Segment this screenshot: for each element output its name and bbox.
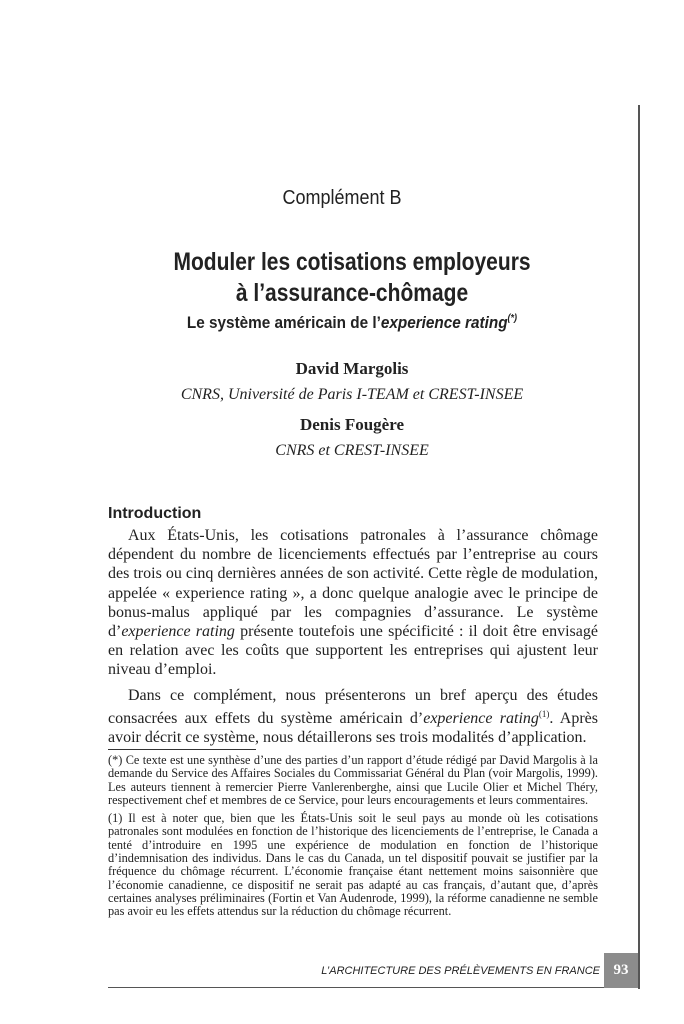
page-title — [107, 247, 598, 309]
paragraph-2-part-a: Dans ce complément, nous présenterons un bref aperçu des études consacrées aux effets du système américain d’ — [108, 686, 598, 727]
footnote-asterisk: (*) Ce texte est une synthèse d’une des parties d’un rapport d’étude rédigé par David Margolis à la demande du Service des Affaires Sociales du Commissariat Général du Plan (voir Margolis, 1999). Les auteurs tiennent à remercier Pierre Vanlerenberghe, ainsi que Lucile Olier et Michel Théry, respectivement chef et membres de ce Service, pour leurs encouragements et leurs commentaires. — [108, 753, 598, 807]
paragraph-1 — [108, 526, 598, 680]
paragraph-1-italic: experience rating — [121, 623, 235, 641]
author-affiliation-2: CNRS et CREST-INSEE — [275, 442, 429, 459]
page-subtitle — [89, 313, 615, 333]
author-affiliation-1: CNRS, Université de Paris I-TEAM et CREST-INSEE — [180, 386, 524, 403]
footnote-separator — [108, 749, 256, 750]
title-line-1: Moduler les cotisations employeurs — [173, 248, 531, 276]
complement-label: Complément B — [282, 187, 402, 209]
page-number: 93 — [604, 953, 638, 988]
paragraph-1-part-b: présente toutefois une spécificité : il doit être envisagé en relation avec les coûts que supportent les entreprises qui ajustent leur niveau d’emploi. — [108, 623, 598, 679]
section-heading-introduction: Introduction — [108, 505, 202, 522]
paragraph-2-italic: experience rating — [423, 709, 539, 727]
subtitle-footnote-mark: (*) — [507, 313, 518, 324]
subtitle-prefix: Le système américain de l’ — [186, 313, 381, 332]
body-text — [108, 526, 598, 753]
author-name-2: Denis Fougère — [299, 415, 405, 434]
paragraph-2 — [108, 686, 598, 748]
right-margin-rule — [638, 105, 640, 989]
footnotes — [108, 754, 598, 924]
paragraph-2-part-b: . Après avoir décrit ce système, nous détaillerons ses trois modalités d’application. — [108, 709, 598, 747]
title-line-2: à l’assurance-chômage — [235, 279, 469, 307]
bottom-margin-rule — [108, 987, 640, 988]
footnote-1: (1) Il est à noter que, bien que les États-Unis soit le seul pays au monde où les cotisations patronales sont modulées en fonction de l’historique des licenciements de l’entreprise, le Canada a tenté d’introduire en 1995 une expérience de modulation en fonction de l’historique d’indemnisation des individus. Dans le cas du Canada, un tel dispositif pouvait se justifier par la fréquence du chômage récurrent. L’économie française étant nettement moins saisonnière que l’économie canadienne, ce dispositif ne serait pas adapté au cas français, d’autant que, d’après certaines analyses préliminaires (Fortin et Van Audenrode, 1999), la réforme canadienne ne semble pas avoir eu les effets attendus sur la réduction du chômage récurrent. — [108, 811, 598, 919]
running-footer: L’ARCHITECTURE DES PRÉLÈVEMENTS EN FRANCE — [321, 965, 600, 977]
author-name-1: David Margolis — [295, 359, 409, 378]
paragraph-1-part-a: Aux États-Unis, les cotisations patronales à l’assurance chômage dépendent du nombre de licenciements effectués par l’entreprise au cours des trois ou cinq dernières années de son activité. Cette règle de modulation, appelée « experience rating », a donc quelque analogie avec le principe de bonus-malus appliqué par les compagnies d’assurance. Le système d’ — [108, 527, 598, 641]
footnote-ref-1: (1) — [538, 708, 550, 719]
subtitle-italic: experience rating — [380, 313, 508, 332]
